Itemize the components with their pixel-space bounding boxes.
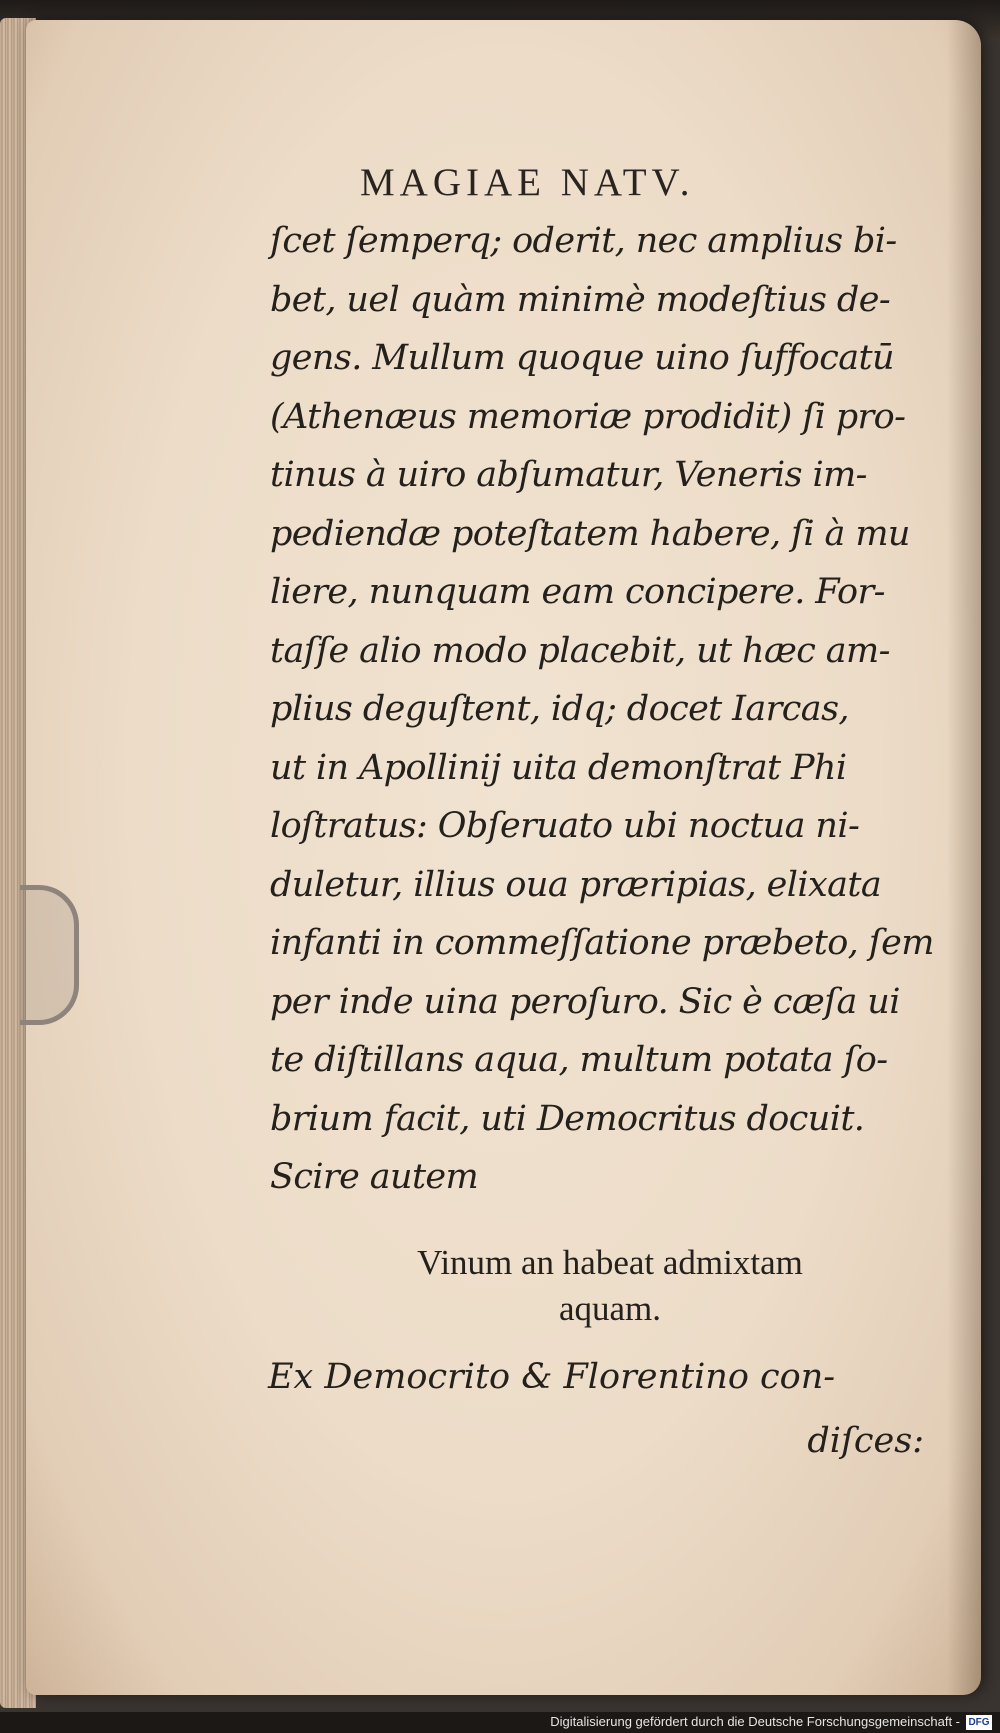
closing-line: diſces: (807, 1421, 924, 1461)
page-gutter-shadow (947, 20, 981, 1695)
body-line: ut in Apollinij uita demonſtrat Phi (270, 747, 847, 788)
body-line: duletur, illius oua præripias, elixata (270, 864, 882, 905)
body-line: Scire autem (270, 1157, 479, 1197)
body-line: bet, uel quàm minimè modeſtius de- (270, 279, 891, 320)
body-line: tinus à uiro abſumatur, Veneris im- (270, 455, 867, 495)
body-line: gens. Mullum quoque uino ſuffocatū (270, 338, 894, 378)
body-line: liere, nunquam eam concipere. For- (270, 572, 885, 612)
digitization-credit: Digitalisierung gefördert durch die Deutsche Forschungsgemeinschaft - (550, 1714, 960, 1729)
section-heading-line: Vinum an habeat admixtam (417, 1243, 803, 1282)
body-line: taſſe alio modo placebit, ut hæc am- (270, 630, 890, 671)
closing-line: Ex Democrito & Florentino con- (268, 1357, 836, 1397)
body-line: (Athenæus memoriæ prodidit) ſi pro- (270, 396, 906, 437)
body-line: plius deguſtent, idq; docet Iarcas, (270, 689, 849, 729)
book-clasp (20, 885, 79, 1025)
body-line: infanti in commeſſatione præbeto, ſem (270, 923, 934, 963)
closing-text (268, 1345, 928, 1473)
body-line: te diſtillans aqua, multum potata ſo- (270, 1040, 888, 1080)
body-line: ſcet ſemperq; oderit, nec amplius bi- (270, 221, 897, 261)
body-line: loſtratus: Obſeruato ubi noctua ni- (270, 806, 860, 846)
body-line: per inde uina peroſuro. Sic è cæſa ui (270, 981, 900, 1022)
running-head: MAGIAE NATV. (360, 161, 695, 204)
body-line: pediendæ poteſtatem habere, ſi à mu (270, 513, 910, 554)
section-heading-line: aquam. (558, 1289, 662, 1328)
body-text (270, 212, 934, 1207)
section-heading (340, 1240, 880, 1332)
body-line: brium facit, uti Democritus docuit. (270, 1098, 865, 1139)
dfg-logo: DFG (966, 1715, 992, 1730)
